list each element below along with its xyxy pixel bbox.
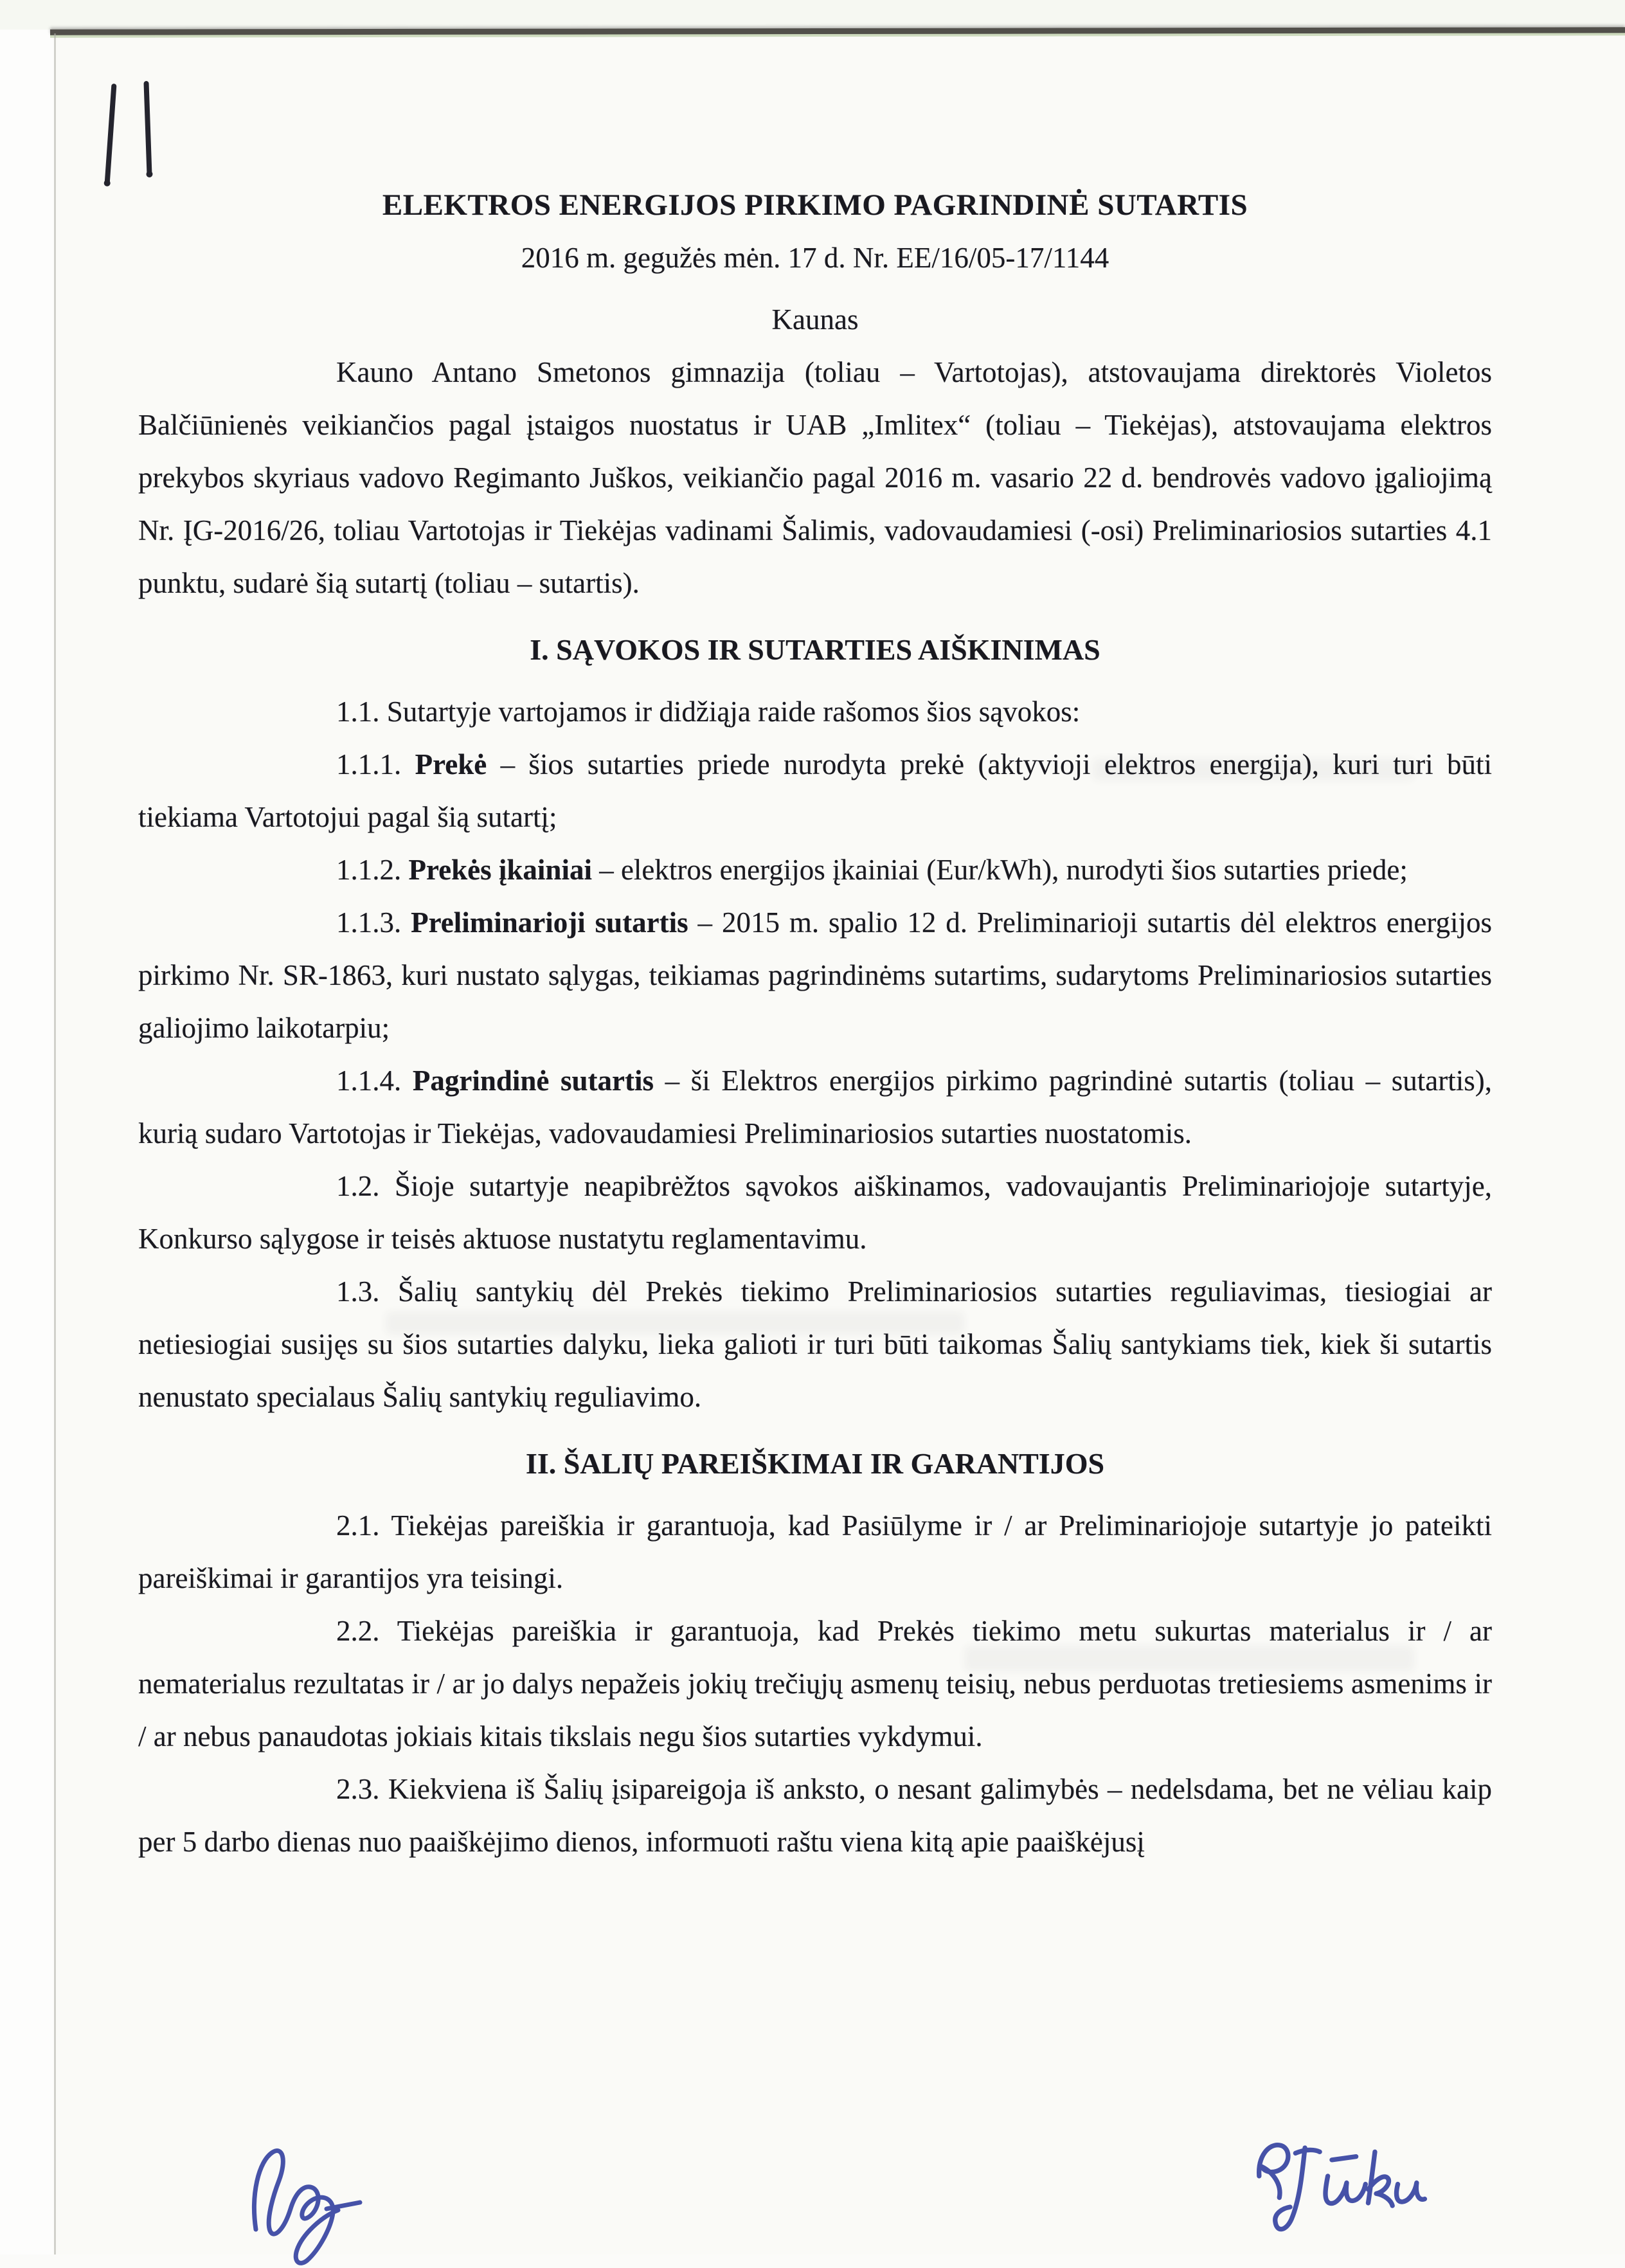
clause-text: – šios sutarties priede nurodyta prekė (aktyvioji elektros energija), kuri turi būti tiekiama Vartotojui pagal šią sutartį; [138, 748, 1492, 833]
clause-number: 1.1.2. [336, 854, 409, 886]
right-signature [1252, 2133, 1428, 2247]
clause-number: 1.1.4. [336, 1065, 413, 1097]
clause-1-1-3 [138, 896, 1492, 1054]
contract-body [138, 179, 1492, 1868]
clause-1-1: 1.1. Sutartyje vartojamos ir didžiąja raide rašomos šios sąvokos: [138, 685, 1492, 738]
preamble-paragraph: Kauno Antano Smetonos gimnazija (toliau – Vartotojas), atstovaujama direktorės Violetos Balčiūnienės veikiančios pagal įstaigos nuostatus ir UAB „Imlitex“ (toliau – Tiekėjas), atstovaujama elektros prekybos skyriaus vadovo Regimanto Juškos, veikiančio pagal 2016 m. vasario 22 d. bendrovės vadovo įgaliojimą Nr. ĮG-2016/26, toliau Vartotojas ir Tiekėjas vadinami Šalimis, vadovaudamiesi (-osi) Preliminariosios sutarties 4.1 punktu, sudarė šią sutartį (toliau – sutartis). [138, 346, 1492, 609]
clause-text: – 2015 m. spalio 12 d. Preliminarioji sutartis dėl elektros energijos pirkimo Nr. SR-1863, kuri nustato sąlygas, teikiamas pagrindinėms sutartims, sudarytoms Preliminariosios sutarties galiojimo laikotarpiu; [138, 906, 1492, 1044]
scanner-background-strip [0, 0, 1625, 30]
clause-1-2: 1.2. Šioje sutartyje neapibrėžtos sąvokos aiškinamos, vadovaujantis Preliminariojoje sutartyje, Konkurso sąlygose ir teisės aktuose nustatytu reglamentavimu. [138, 1160, 1492, 1265]
clause-2-2: 2.2. Tiekėjas pareiškia ir garantuoja, kad Prekės tiekimo metu sukurtas materialus ir / ar nematerialus rezultatas ir / ar jo dalys nepažeis jokių trečiųjų asmenų teisių, nebus perduotas tretiesiems asmenims ir / ar nebus panaudotas jokiais kitais tikslais negu šios sutarties vykdymui. [138, 1605, 1492, 1763]
clause-number: 1.1.1. [336, 748, 415, 780]
clause-text: – elektros energijos įkainiai (Eur/kWh), nurodyti šios sutarties priede; [592, 854, 1408, 886]
section-1-heading: I. SĄVOKOS IR SUTARTIES AIŠKINIMAS [138, 624, 1492, 676]
clause-1-1-2 [138, 843, 1492, 896]
document-number-date: 2016 m. gegužės mėn. 17 d. Nr. EE/16/05-17/1144 [138, 231, 1492, 284]
section-2-heading: II. ŠALIŲ PAREIŠKIMAI IR GARANTIJOS [138, 1437, 1492, 1490]
paper-left-margin-area [0, 30, 54, 2254]
paper-left-edge [54, 33, 56, 2254]
left-signature [237, 2133, 384, 2268]
clause-1-3: 1.3. Šalių santykių dėl Prekės tiekimo Preliminariosios sutarties reguliavimas, tiesiogiai ar netiesiogiai susijęs su šios sutarties dalyku, lieka galioti ir turi būti taikomas Šalių santykiams tiek, kiek ši sutartis nenustato specialaus Šalių santykių reguliavimo. [138, 1265, 1492, 1423]
document-title: ELEKTROS ENERGIJOS PIRKIMO PAGRINDINĖ SUTARTIS [138, 179, 1492, 231]
document-city: Kaunas [138, 293, 1492, 346]
clause-number: 1.1.3. [336, 906, 411, 939]
defined-term: Prekės įkainiai [409, 854, 592, 886]
clause-text: – ši Elektros energijos pirkimo pagrindinė sutartis (toliau – sutartis), kurią sudaro Vartotojas ir Tiekėjas, vadovaudamiesi Preliminariosios sutarties nuostatomis. [138, 1065, 1492, 1149]
clause-2-3: 2.3. Kiekviena iš Šalių įsipareigoja iš anksto, o nesant galimybės – nedelsdama, bet ne vėliau kaip per 5 darbo dienas nuo paaiškėjimo dienos, informuoti raštu viena kitą apie paaiškėjusį [138, 1763, 1492, 1868]
defined-term: Preliminarioji sutartis [411, 906, 688, 939]
clause-1-1-1 [138, 738, 1492, 843]
defined-term: Prekė [415, 748, 487, 780]
pen-tally-stroke [143, 81, 152, 176]
defined-term: Pagrindinė sutartis [413, 1065, 654, 1097]
clause-2-1: 2.1. Tiekėjas pareiškia ir garantuoja, kad Pasiūlyme ir / ar Preliminariojoje sutartyje jo pateikti pareiškimai ir garantijos yra teisingi. [138, 1499, 1492, 1605]
pen-tally-stroke [104, 84, 116, 185]
clause-1-1-4 [138, 1054, 1492, 1160]
